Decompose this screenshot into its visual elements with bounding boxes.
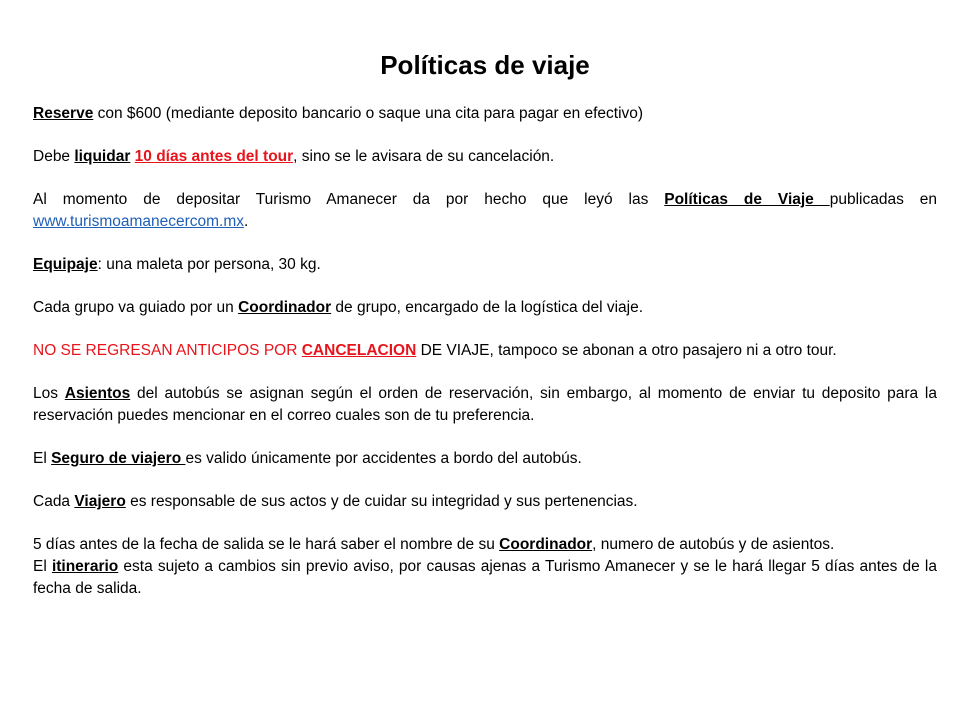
- policy-traveler: [33, 491, 937, 513]
- payment-deadline: 10 días antes del tour: [134, 148, 294, 166]
- acceptance-term: Políticas de Viaje: [664, 191, 830, 209]
- policy-notice: [33, 534, 937, 556]
- itinerary-term: itinerario: [51, 558, 119, 576]
- traveler-term: Viajero: [74, 493, 126, 511]
- cancellation-text-2: DE VIAJE, tampoco se abonan a otro pasajero ni a otro tour.: [416, 342, 837, 360]
- policy-itinerary: [33, 556, 937, 600]
- seats-text-1: Los: [33, 385, 65, 403]
- payment-text-3: , sino se le avisara de su cancelación.: [293, 148, 555, 166]
- policy-coordinator: [33, 297, 937, 319]
- itinerary-text-2: esta sujeto a cambios sin previo aviso, por causas ajenas a Turismo Amanecer y se le hará llegar 5 días antes de la fecha de salida.: [33, 558, 937, 598]
- policy-seats: [33, 383, 937, 427]
- policy-luggage: [33, 254, 937, 276]
- reserve-text: con $600 (mediante deposito bancario o saque una cita para pagar en efectivo): [93, 105, 644, 123]
- itinerary-text-1: El: [33, 558, 52, 576]
- policy-payment: [33, 146, 937, 168]
- policy-insurance: [33, 448, 937, 470]
- insurance-term: Seguro de viajero: [51, 450, 186, 468]
- acceptance-text-1: Al momento de depositar Turismo Amanecer da por hecho que leyó las: [33, 191, 665, 209]
- insurance-text-2: es valido únicamente por accidentes a bordo del autobús.: [185, 450, 582, 468]
- seats-text-2: del autobús se asignan según el orden de reservación, sin embargo, al momento de enviar tu deposito para la reservación puedes mencionar en el correo cuales son de tu preferencia.: [33, 385, 937, 425]
- notice-text-2: , numero de autobús y de asientos.: [592, 536, 835, 554]
- seats-term: Asientos: [64, 385, 131, 403]
- reserve-term: Reserve: [33, 105, 94, 123]
- coordinator-text-1: Cada grupo va guiado por un: [33, 299, 239, 317]
- cancellation-term: CANCELACION: [301, 342, 417, 360]
- coordinator-text-2: de grupo, encargado de la logística del viaje.: [331, 299, 644, 317]
- policy-acceptance: [33, 189, 937, 233]
- coordinator-term: Coordinador: [238, 299, 332, 317]
- luggage-term: Equipaje: [33, 256, 98, 274]
- traveler-text-2: es responsable de sus actos y de cuidar su integridad y sus pertenencias.: [125, 493, 638, 511]
- acceptance-text-2: publicadas en: [829, 191, 937, 209]
- page-title: Políticas de viaje: [380, 50, 590, 80]
- policy-cancellation: [33, 340, 937, 362]
- notice-term: Coordinador: [499, 536, 593, 554]
- insurance-text-1: El: [33, 450, 52, 468]
- payment-text-1: Debe: [33, 148, 75, 166]
- acceptance-text-3: .: [244, 213, 249, 231]
- luggage-text: : una maleta por persona, 30 kg.: [97, 256, 321, 274]
- payment-term: liquidar: [74, 148, 131, 166]
- website-link[interactable]: www.turismoamanecercom.mx: [33, 213, 245, 231]
- policy-reserve: [33, 103, 937, 125]
- slide-content: [33, 50, 937, 621]
- traveler-text-1: Cada: [33, 493, 75, 511]
- cancellation-text-1: NO SE REGRESAN ANTICIPOS POR: [33, 342, 302, 360]
- notice-text-1: 5 días antes de la fecha de salida se le hará saber el nombre de su: [33, 536, 500, 554]
